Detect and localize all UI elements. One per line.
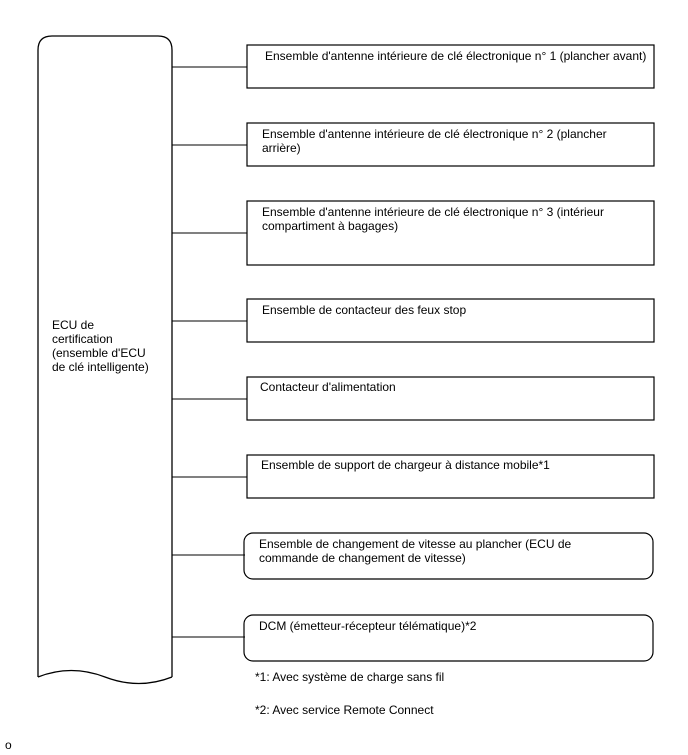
component-label-7 bbox=[259, 537, 647, 565]
component-label-line: DCM (émetteur-récepteur télématique)*2 bbox=[259, 619, 477, 633]
component-label-line: compartiment à bagages) bbox=[262, 219, 399, 233]
component-label-1 bbox=[265, 49, 650, 63]
component-label-2 bbox=[262, 127, 647, 155]
component-label-line: Ensemble de contacteur des feux stop bbox=[262, 303, 467, 317]
component-label-line: commande de changement de vitesse) bbox=[259, 551, 466, 565]
ecu-label-line: (ensemble d'ECU bbox=[52, 346, 146, 360]
component-label-4 bbox=[262, 303, 647, 317]
component-label-line: Ensemble d'antenne intérieure de clé électronique n° 1 (plancher avant) bbox=[265, 49, 647, 63]
component-label-6 bbox=[261, 458, 646, 472]
component-label-5 bbox=[260, 380, 645, 394]
component-label-line: Ensemble de changement de vitesse au plancher (ECU de bbox=[259, 537, 572, 551]
ecu-label-line: certification bbox=[52, 332, 113, 346]
component-label-line: arrière) bbox=[262, 141, 301, 155]
ecu-block-bottom-edge bbox=[38, 671, 172, 684]
corner-mark: o bbox=[5, 738, 12, 752]
component-label-8 bbox=[259, 619, 647, 633]
ecu-label bbox=[52, 318, 177, 374]
ecu-label-line: de clé intelligente) bbox=[52, 360, 149, 374]
footnote-1: *1: Avec système de charge sans fil bbox=[255, 670, 445, 684]
component-label-line: Ensemble de support de chargeur à distance mobile*1 bbox=[261, 458, 550, 472]
footnote-2: *2: Avec service Remote Connect bbox=[255, 703, 434, 717]
component-label-3 bbox=[262, 205, 647, 233]
component-label-line: Ensemble d'antenne intérieure de clé électronique n° 3 (intérieur bbox=[262, 205, 604, 219]
ecu-label-line: ECU de bbox=[52, 318, 95, 332]
component-label-line: Ensemble d'antenne intérieure de clé électronique n° 2 (plancher bbox=[262, 127, 607, 141]
component-label-line: Contacteur d'alimentation bbox=[260, 380, 396, 394]
